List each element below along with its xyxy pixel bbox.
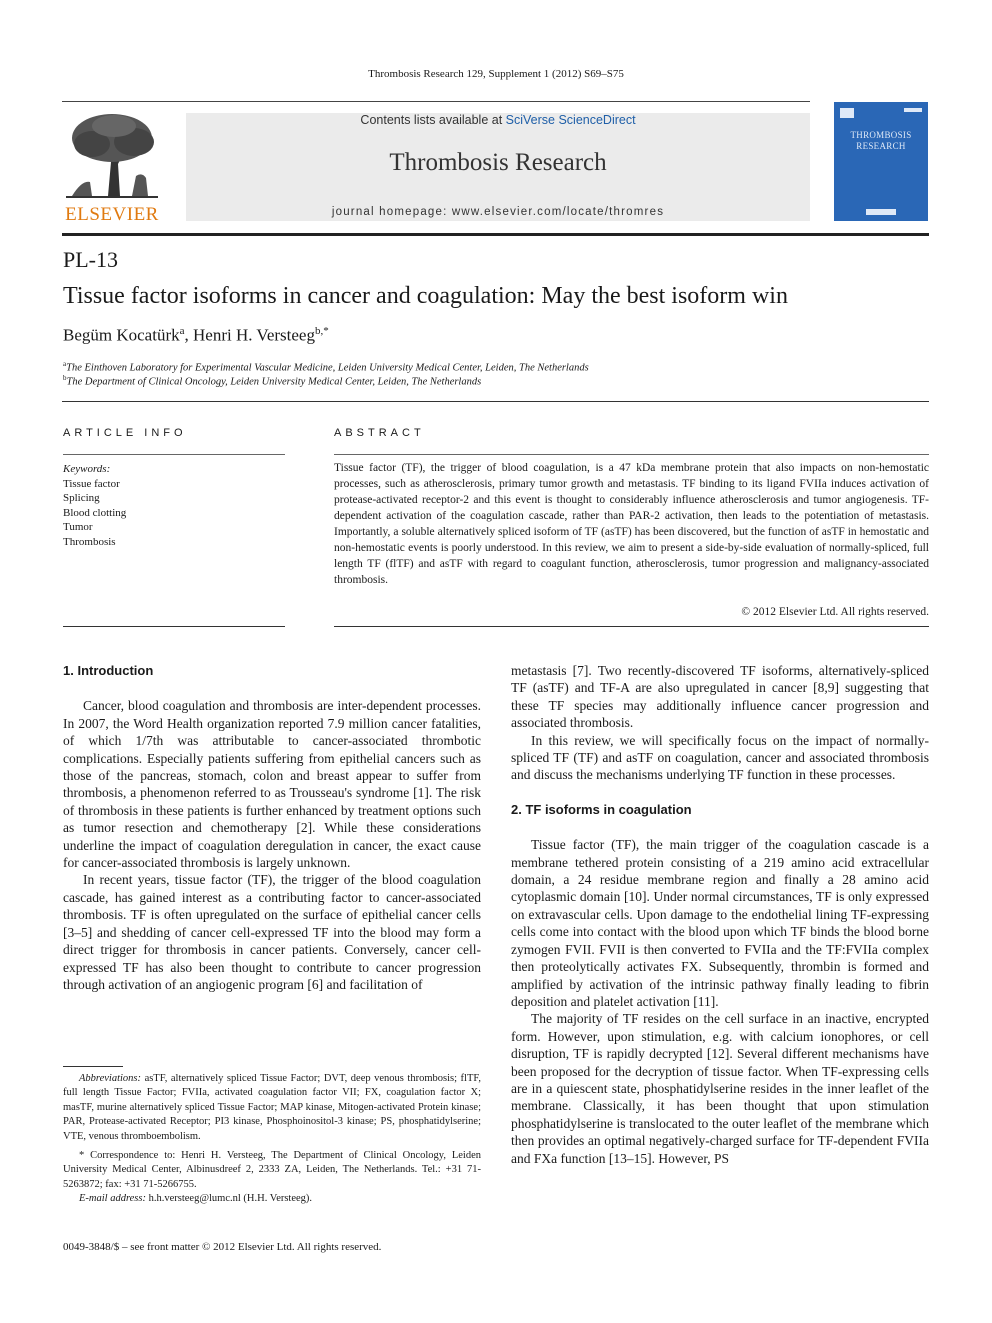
body-paragraph: Tissue factor (TF), the main trigger of the coagulation cascade is a membrane tethered protein consisting of a 219 amino acid extracellular domain, a 24 residue membrane region and finally a 28 amino acid cytoplasmic domain [10]. Under normal circumstances, TF is only expressed on extravascular cells. Upon damage to the endothelial lining TF-expressing cells come into contact with the blood upon which TF binds the blood borne zymogen FVII. FVII is then converted to FVIIa and the TF:FVIIa complex then proteolytically activates FX. Subsequently, thrombin is formed and amplified by activation of the intrinsic pathway finally leading to fibrin deposition and platelet activation [11]. xyxy=(511,837,929,1009)
abstract-heading: ABSTRACT xyxy=(334,427,425,439)
cover-title-line2: RESEARCH xyxy=(856,141,906,151)
affiliation-mark: a xyxy=(63,360,67,368)
cover-logo-icon xyxy=(840,108,854,118)
title-bottom-rule xyxy=(62,401,929,402)
author-name[interactable]: Henri H. Versteeg xyxy=(193,325,315,345)
body-paragraph-continued: metastasis [7]. Two recently-discovered TF isoforms, alternatively-spliced TF (asTF) and TF-A are also upregulated in cancer [8,9] suggesting that these TF species may additionally influence cancer progression and associated thrombosis. xyxy=(511,663,929,731)
keywords-label: Keywords: xyxy=(63,463,111,475)
keyword-item[interactable]: Thrombosis xyxy=(63,535,116,548)
footnotes xyxy=(63,1072,481,1207)
journal-homepage-link[interactable]: journal homepage: www.elsevier.com/locate/thromres xyxy=(331,206,665,218)
abbreviations-label: Abbreviations: xyxy=(79,1073,142,1084)
abstract-copyright: © 2012 Elsevier Ltd. All rights reserved. xyxy=(741,606,929,618)
section-heading-tf-isoforms: 2. TF isoforms in coagulation xyxy=(511,801,692,817)
author-affiliation-mark: a xyxy=(179,325,185,337)
affiliation-text: The Department of Clinical Oncology, Leiden University Medical Center, Leiden, The Netherlands xyxy=(66,376,482,388)
abstract-rule xyxy=(334,454,929,455)
author-list: Begüm Kocatürk$^a$, Henri H. Versteeg$^{b,*}$ xyxy=(63,325,329,345)
article-info-bottom-rule xyxy=(63,626,285,627)
author-name[interactable]: Begüm Kocatürk xyxy=(63,325,180,345)
cover-title xyxy=(834,130,928,152)
header-rule xyxy=(62,101,810,102)
correspondence-note: * Correspondence to: Henri H. Versteeg, The Department of Clinical Oncology, Leiden University Medical Center, Albinusdreef 2, 2333 ZA, Leiden, The Netherlands. Tel.: +31 71-5263872; fax: +31 71-5266755. xyxy=(63,1150,481,1190)
keyword-item[interactable]: Splicing xyxy=(63,492,100,504)
email-link[interactable]: h.h.versteeg@lumc.nl (H.H. Versteeg). xyxy=(148,1193,313,1205)
body-paragraph: In this review, we will specifically focus on the impact of normally-spliced TF (TF) and asTF on coagulation, cancer and associated thrombosis and discuss the mechanisms underlying TF function in these processes. xyxy=(511,732,929,783)
affiliation-text: The Einthoven Laboratory for Experimental Vascular Medicine, Leiden University Medical Center, Leiden, The Netherlands xyxy=(66,362,589,374)
body-paragraph: In recent years, tissue factor (TF), the trigger of the blood coagulation cascade, has gained interest as a contributing factor to cancer-associated thrombosis. TF is often upregulated on the surface of epithelial cancer cells [3–5] and shedding of cancer cell-expressed TF into the blood may form a direct trigger for thrombosis in cancer patients. Conversely, cancer cell-expressed TF has also been thought to contribute to cancer progression through activation of an angiogenic program [6] and facilitation of xyxy=(63,872,481,992)
issn-line: 0049-3848/$ – see front matter © 2012 Elsevier Ltd. All rights reserved. xyxy=(63,1241,382,1253)
email-label: E-mail address: xyxy=(79,1193,146,1205)
elsevier-logo[interactable] xyxy=(62,110,162,225)
abstract-bottom-rule xyxy=(334,626,929,627)
article-info-heading: ARTICLE INFO xyxy=(63,427,187,439)
body-paragraph: Cancer, blood coagulation and thrombosis are inter-dependent processes. In 2007, the Word Health organization reported 7.9 million cancer fatalities, of which 1/7th was attributable to cancer-associated thrombotic complications. Especially patients suffering from epithelial cancers such as those of the pancreas, stomach, colon and breast appear to suffer from thrombosis, a phenomenon referred to as Trousseau's syndrome [1]. The risk of thrombosis in these patients is further enhanced by treatment options such as tumor resection and chemotherapy [2]. While these considerations underline the impact of coagulation deregulation in cancer, the exact cause for cancer-associated thrombosis is largely unknown. xyxy=(63,698,481,871)
journal-citation: Thrombosis Research 129, Supplement 1 (2012) S69–S75 xyxy=(368,68,624,80)
contents-prefix: Contents lists available at xyxy=(360,113,503,127)
cover-issue-mark xyxy=(904,108,922,112)
cover-title-line1: THROMBOSIS xyxy=(850,130,912,140)
keyword-item[interactable]: Blood clotting xyxy=(63,506,127,519)
journal-cover-thumbnail[interactable] xyxy=(834,102,928,221)
keyword-item[interactable]: Tissue factor xyxy=(63,477,120,490)
sciencedirect-link[interactable]: SciVerse ScienceDirect xyxy=(505,113,636,127)
header-thick-rule xyxy=(62,233,929,236)
tree-icon xyxy=(62,110,162,202)
contents-line xyxy=(186,113,810,127)
affiliation-mark: b xyxy=(63,374,67,382)
abstract-text: Tissue factor (TF), the trigger of blood coagulation, is a 47 kDa membrane protein that also impacts on non-hemostatic processes, such as atherosclerosis, primary tumor growth and metastasis. TF binding to its ligand FVIIa induces activation of protease-activated receptor-2 and this event is thought to considerably influence atherosclerosis and tumor angiogenesis. TF-dependent activation of the coagulation cascade, rather than PAR-2 activation, then leads to the potentiation of metastasis. Importantly, a soluble alternatively spliced isoform of TF (asTF) has been discovered, but the function of asTF in hemostatic and non-hemostatic events is poorly understood. In this review, we aim to present a side-by-side evaluation of normally-spliced, full length TF (flTF) and asTF with regard to coagulant function, atherosclerosis, tumor progression and malignancy-associated thrombosis. xyxy=(334,462,929,586)
body-paragraph: The majority of TF resides on the cell surface in an inactive, encrypted form. However, upon stimulation, e.g. with calcium ionophores, or cell disruption, TF is rapidly decrypted [12]. Several different mechanisms have been proposed for the decryption of tissue factor. When TF-expressing cells are in a quiescent state, phosphatidylserine resides in the inner leaflet of the membrane. Classically, it has been thought that upon stimulation phosphatidylserine is translocated to the outer leaflet of the membrane which then provides an optimal negatively-charged surface for TF-dependent FVIIa and FXa function [13–15]. However, PS xyxy=(511,1011,929,1166)
journal-name: Thrombosis Research xyxy=(389,149,607,176)
abbreviations-text: asTF, alternatively spliced Tissue Factor; DVT, deep venous thrombosis; flTF, full length Tissue Factor; FVIIa, activated coagulation factor VII; FX, coagulation factor X; masTF, murine alternatively spliced Tissue Factor; MAP kinase, Mitogen-activated Protein kinase; PAR, Protease-activated Receptor; PI3 kinase, Phosphoinositol-3 kinase; PS, phosphatidylserine; VTE, venous thromboembolism. xyxy=(63,1073,482,1142)
affiliation-b xyxy=(63,374,481,388)
journal-banner xyxy=(186,113,810,221)
affiliation-a xyxy=(63,360,589,374)
article-title: Tissue factor isoforms in cancer and coagulation: May the best isoform win xyxy=(63,283,788,309)
article-code: PL-13 xyxy=(63,247,118,272)
publisher-name: ELSEVIER xyxy=(65,204,159,225)
author-affiliation-mark: b,* xyxy=(314,325,329,337)
body-left-column xyxy=(63,662,481,993)
section-heading-introduction: 1. Introduction xyxy=(63,663,154,678)
keywords-block xyxy=(63,462,126,549)
article-info-rule xyxy=(63,454,285,455)
keyword-item[interactable]: Tumor xyxy=(63,521,93,533)
footnote-rule xyxy=(63,1066,123,1067)
body-right-column xyxy=(511,662,929,1167)
cover-publisher-mark xyxy=(866,209,896,215)
